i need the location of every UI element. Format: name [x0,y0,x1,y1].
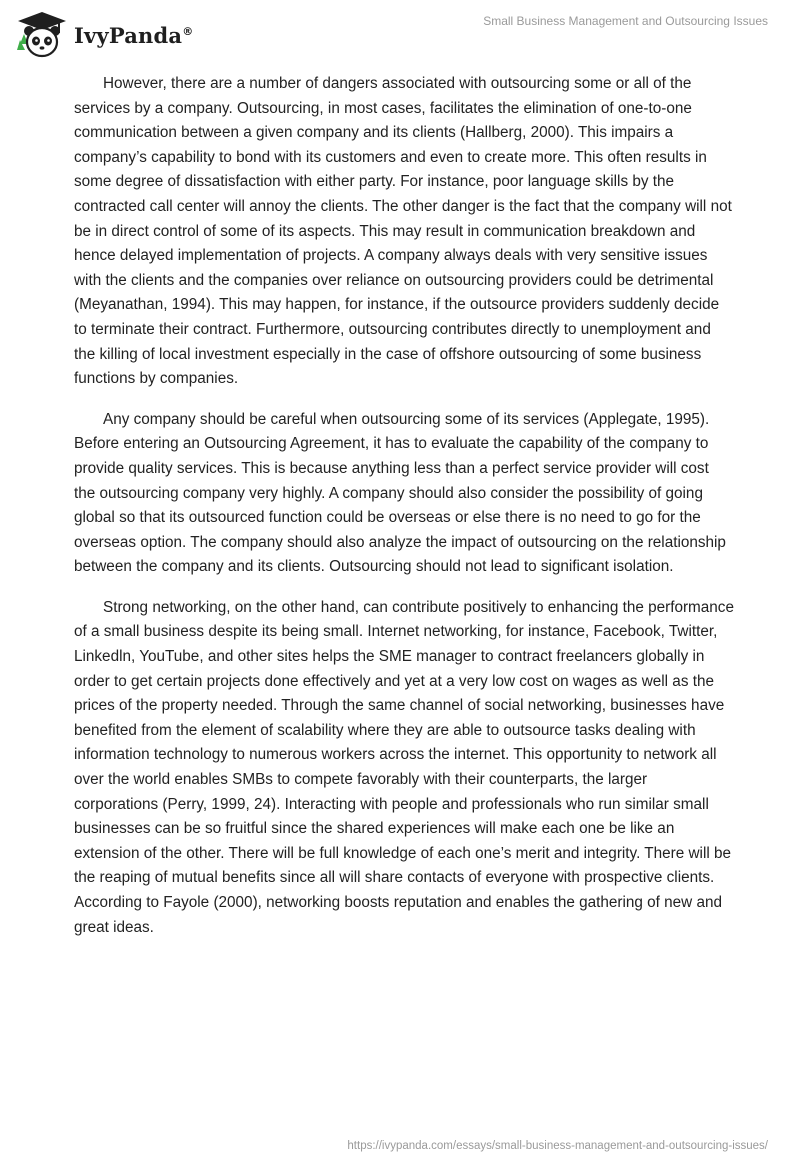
paragraph: However, there are a number of dangers associated with outsourcing some or all of the services by a company. Outsourcing, in most cases, facilitates the elimination of one-to-one communication between a given company and its clients (Hallberg, 2000). This impairs a company’s capability to bond with its customers and even to create more. This often results in some degree of dissatisfaction with either party. For instance, poor language skills by the contracted call center will annoy the clients. The other danger is the fact that the company will not be in direct control of some of its aspects. This may result in communication breakdown and hence delayed implementation of projects. A company always deals with very sensitive issues with the clients and the companies over reliance on outsourcing providers could be detrimental (Meyanathan, 1994). This may happen, for instance, if the outsource providers suddenly decide to terminate their contract. Furthermore, outsourcing contributes directly to unemployment and the killing of local investment especially in the case of offshore outsourcing of some business functions by companies. [74,75,732,388]
document-title: Small Business Management and Outsourcing Issues [483,14,768,28]
essay-body [74,72,734,956]
registered-mark: ® [182,24,194,38]
paragraph: Any company should be careful when outsourcing some of its services (Applegate, 1995). Before entering an Outsourcing Agreement, it has to evaluate the capability of the company to provide quality services. This is because anything less than a perfect service provider will cost the outsourcing company very highly. A company should also consider the possibility of going global so that its outsourced function could be overseas or else there is no need to go for the overseas option. The company should also analyze the impact of outsourcing on the relationship between the company and its clients. Outsourcing should not lead to significant isolation. [74,410,726,576]
page-header [0,0,800,70]
brand-name [74,23,193,48]
paragraph: Strong networking, on the other hand, can contribute positively to enhancing the performance of a small business despite its being small. Internet networking, for instance, Facebook, Twitter, Linkedln, YouTube, and other sites helps the SME manager to contract freelancers globally in order to get certain projects done effectively and yet at a very low cost on wages as well as the prices of the property needed. Through the same channel of social networking, businesses have benefited from the element of scalability where they are able to outsource tasks dealing with information technology to numerous workers across the internet. This opportunity to network all over the world enables SMBs to compete favorably with their counterparts, the larger corporations (Perry, 1999, 24). Interacting with people and professionals who run similar small businesses can be so fruitful since the shared experiences will make each one be like an extension of the other. There will be full knowledge of each one’s merit and integrity. There will be the reaping of mutual benefits since all will share contacts of everyone with prospective clients. According to Fayole (2000), networking boosts reputation and enables the gathering of new and great ideas. [74,598,734,936]
brand-name-text: IvyPanda [74,22,183,48]
ivypanda-logo-link[interactable] [14,10,193,60]
panda-graduate-icon [14,10,70,60]
source-url-link[interactable]: https://ivypanda.com/essays/small-business-management-and-outsourcing-issues/ [347,1140,768,1152]
